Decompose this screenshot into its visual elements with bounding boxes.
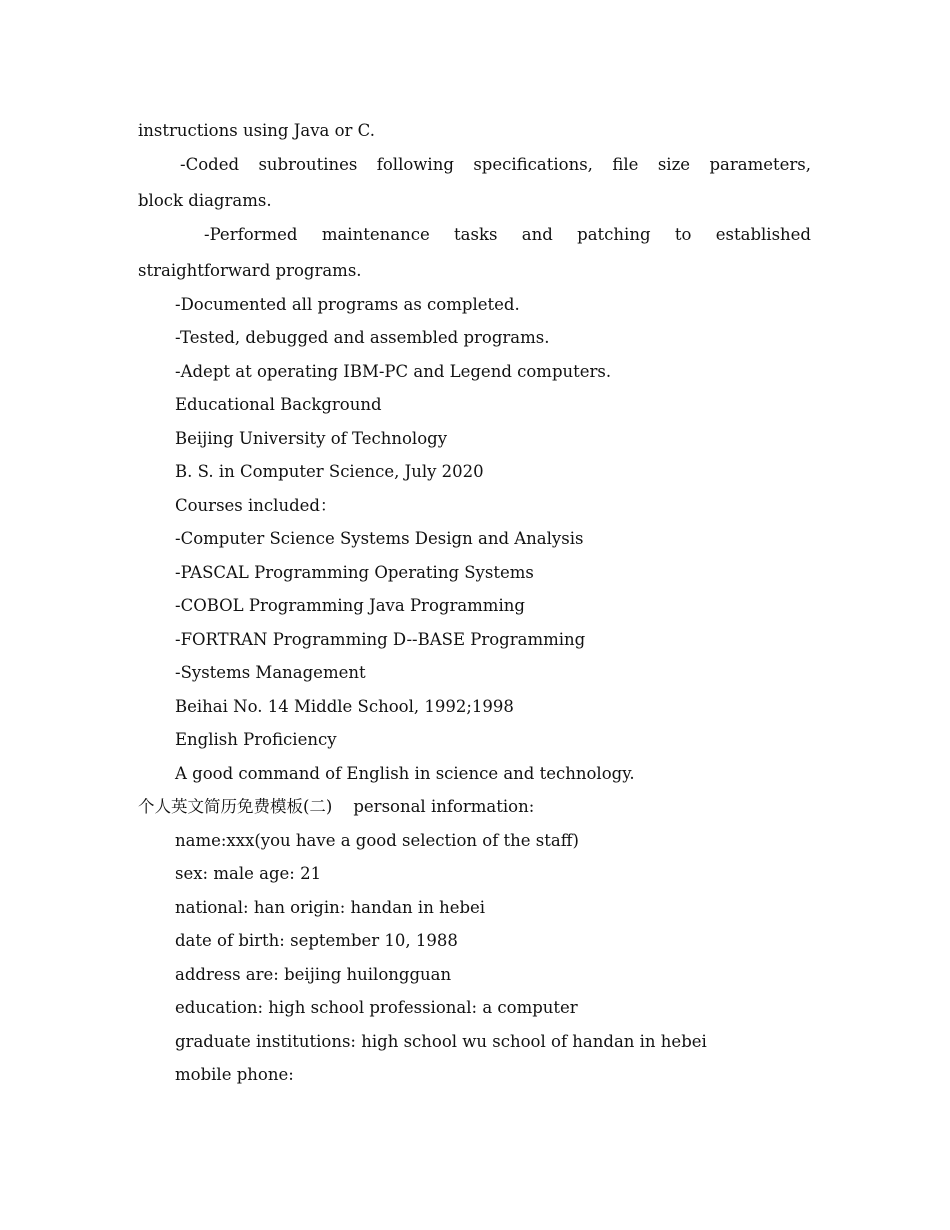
text-line: -Documented all programs as completed. (175, 295, 520, 314)
text-line: -PASCAL Programming Operating Systems (175, 563, 534, 582)
text-line: -Systems Management (175, 663, 366, 682)
text-line: address are: beijing huilongguan (175, 965, 452, 984)
section-heading: Educational Background (175, 395, 382, 414)
text-line: -Coded subroutines following specifications, file size parameters, (180, 155, 811, 174)
section-heading: English Proficiency (175, 730, 337, 749)
text-line: -Computer Science Systems Design and Analysis (175, 529, 584, 548)
text-line: -FORTRAN Programming D--BASE Programming (175, 630, 586, 649)
document-title: 个人英文简历免费模板(二) personal information: (138, 797, 535, 816)
text-line: name:xxx(you have a good selection of the staff) (175, 831, 579, 850)
text-line: block diagrams. (138, 191, 272, 210)
text-line: date of birth: september 10, 1988 (175, 931, 458, 950)
text-line: sex: male age: 21 (175, 864, 322, 883)
text-line: instructions using Java or C. (138, 121, 375, 140)
text-line: Beijing University of Technology (175, 429, 448, 448)
text-line: Courses included： (175, 496, 337, 515)
text-line: A good command of English in science and technology. (175, 764, 635, 783)
text-line: national: han origin: handan in hebei (175, 898, 486, 917)
text-line: -Adept at operating IBM-PC and Legend computers. (175, 362, 612, 381)
text-line: -Performed maintenance tasks and patching to established (204, 225, 811, 244)
text-line: Beihai No. 14 Middle School, 1992;1998 (175, 697, 514, 716)
text-line: graduate institutions: high school wu school of handan in hebei (175, 1032, 707, 1051)
text-line: -Tested, debugged and assembled programs. (175, 328, 550, 347)
text-line: B. S. in Computer Science, July 2020 (175, 462, 484, 481)
text-line: education: high school professional: a computer (175, 998, 578, 1017)
text-line: straightforward programs. (138, 261, 362, 280)
text-line: mobile phone: (175, 1065, 294, 1084)
text-line: -COBOL Programming Java Programming (175, 596, 525, 615)
